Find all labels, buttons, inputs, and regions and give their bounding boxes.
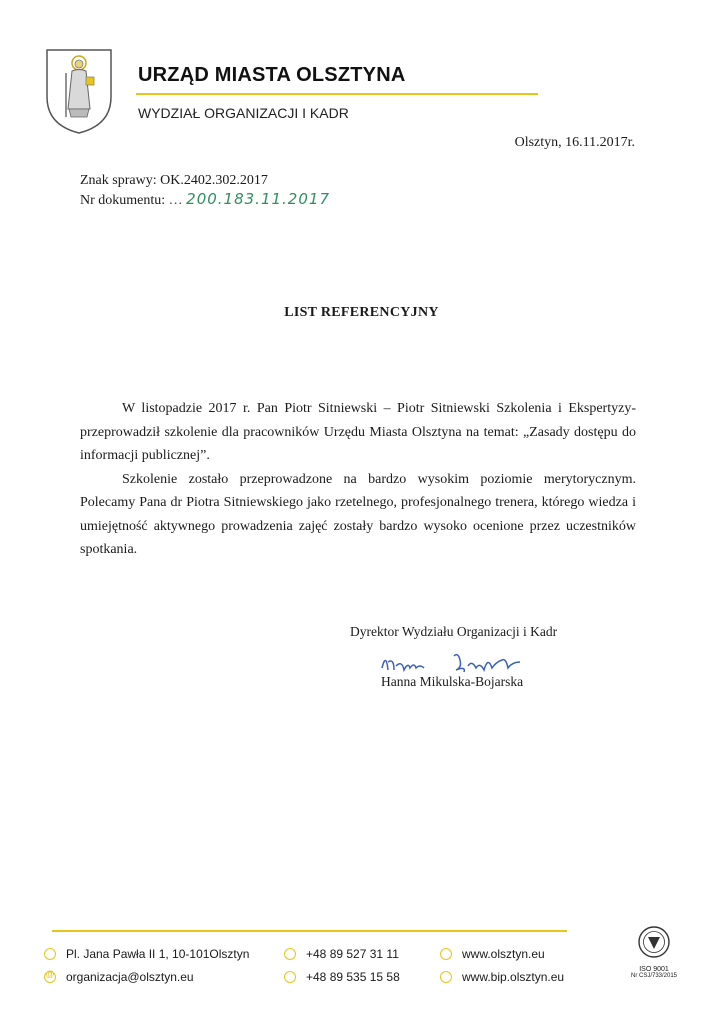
phone-icon — [284, 948, 296, 960]
footer-address-text: Pl. Jana Pawła II 1, 10-101Olsztyn — [66, 947, 250, 961]
footer-phone-2-text[interactable]: +48 89 535 15 58 — [306, 970, 400, 984]
document-date: Olsztyn, 16.11.2017r. — [514, 135, 635, 150]
header-divider — [136, 93, 538, 95]
footer-phone-1[interactable] — [284, 947, 399, 961]
case-number-value: OK.2402.302.2017 — [160, 173, 268, 188]
reference-block — [80, 171, 330, 210]
iso-certificate-number: Nr CSJ/733/2015 — [630, 973, 678, 979]
footer-address — [44, 947, 249, 961]
department-name: WYDZIAŁ ORGANIZACJI I KADR — [138, 105, 349, 121]
globe-icon — [440, 948, 452, 960]
case-number-label: Znak sprawy: — [80, 173, 157, 188]
letter-body — [80, 397, 636, 562]
iso-standard: ISO 9001 — [639, 966, 669, 973]
fax-icon — [284, 971, 296, 983]
organization-name: URZĄD MIASTA OLSZTYNA — [138, 64, 406, 86]
document-title: LIST REFERENCYJNY — [284, 305, 439, 320]
body-paragraph-1: W listopadzie 2017 r. Pan Piotr Sitniewski – Piotr Sitniewski Szkolenia i Ekspertyzy- przeprowadził szkolenie dla pracowników Urzędu Miasta Olsztyna na temat: „Zasady dostępu do informacji publicznej”. — [80, 401, 636, 463]
iso-seal-icon — [637, 925, 671, 959]
footer-phone-1-text[interactable]: +48 89 527 31 11 — [306, 947, 399, 961]
document-number-dots: … — [168, 193, 183, 208]
footer-bip-website[interactable] — [440, 970, 564, 984]
email-icon — [44, 971, 56, 983]
footer-email[interactable] — [44, 970, 194, 984]
document-number-handwritten: 200.183.11.2017 — [186, 190, 330, 208]
location-icon — [44, 948, 56, 960]
footer-website[interactable] — [440, 947, 545, 961]
signatory-role: Dyrektor Wydziału Organizacji i Kadr — [350, 624, 558, 639]
document-number-row — [80, 190, 330, 210]
city-crest-logo — [44, 47, 114, 135]
footer-website-text[interactable]: www.olsztyn.eu — [462, 947, 545, 961]
case-number-row — [80, 171, 330, 190]
document-number-label: Nr dokumentu: — [80, 193, 166, 208]
footer-email-text[interactable]: organizacja@olsztyn.eu — [66, 970, 194, 984]
footer-divider — [52, 930, 567, 932]
iso-certification — [624, 925, 684, 979]
bip-icon — [440, 971, 452, 983]
signature-block — [350, 624, 557, 640]
footer-phone-2[interactable] — [284, 970, 400, 984]
signatory-name: Hanna Mikulska-Bojarska — [381, 674, 524, 689]
footer-bip-website-text[interactable]: www.bip.olsztyn.eu — [462, 970, 565, 984]
body-paragraph-2: Szkolenie zostało przeprowadzone na bardzo wysokim poziomie merytorycznym. Polecamy Pana dr Piotra Sitniewskiego jako rzetelnego, profesjonalnego trenera, którego wiedza i umiejętność aktywnego prowadzenia zajęć zostały bardzo wysoko ocenione przez uczestników spotkania. — [80, 471, 636, 557]
